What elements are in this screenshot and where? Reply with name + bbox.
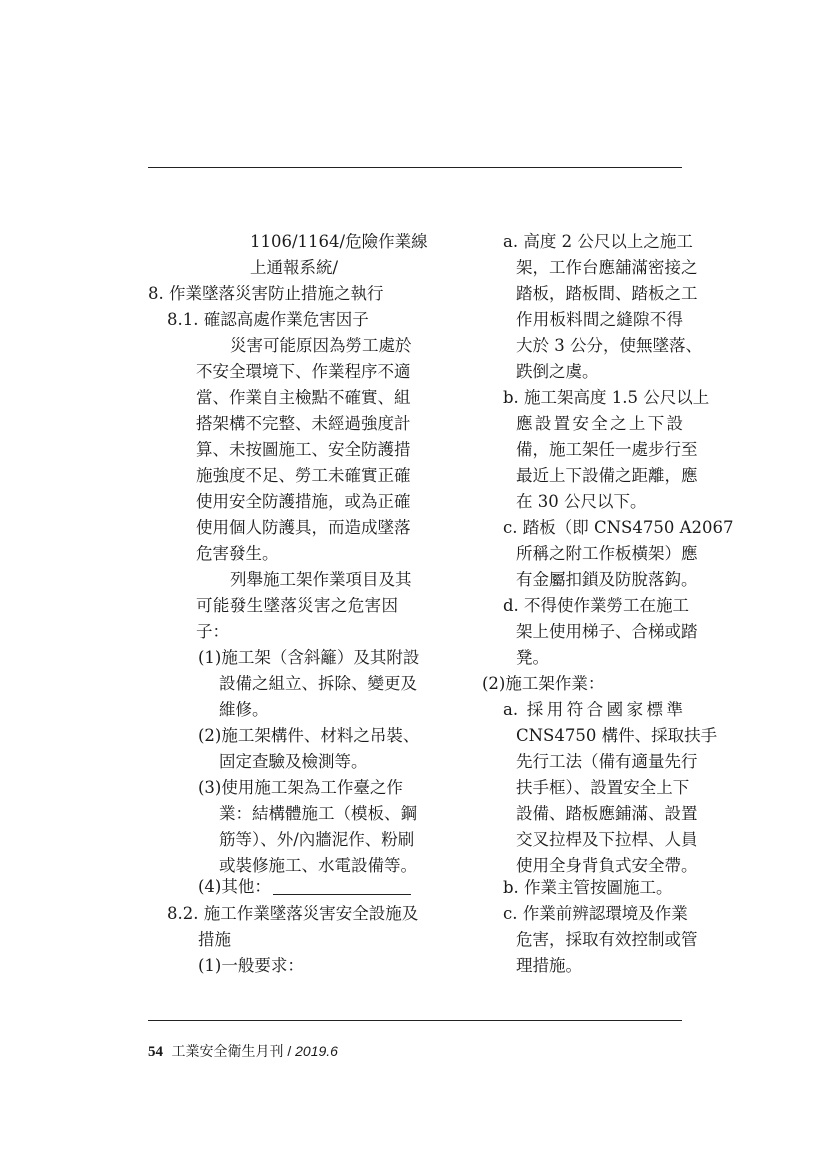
text-line: 在 30 公尺以下。 [516, 492, 647, 511]
text-line: 凳。 [516, 648, 549, 667]
text-line: 理措施。 [516, 956, 582, 975]
text-line: 有金屬扣鎖及防脫落鈎。 [516, 570, 698, 589]
text-line: 1106/1164/危險作業線 [250, 232, 428, 251]
text-line: 最近上下設備之距離，應 [516, 466, 698, 485]
list-item: c. 作業前辨認環境及作業 [503, 904, 688, 923]
text-line: 措施 [198, 930, 231, 949]
section-heading: 8. 作業墜落災害防止措施之執行 [148, 284, 384, 303]
text-line: 先行工法（備有適量先行 [516, 752, 698, 771]
text-line: 或裝修施工、水電設備等。 [219, 856, 417, 875]
text-line: 可能發生墜落災害之危害因 [196, 596, 398, 615]
text-line: 架，工作台應舖滿密接之 [516, 258, 698, 277]
text-line: 維修。 [219, 700, 269, 719]
text-line: 使用全身背負式安全帶。 [516, 856, 698, 875]
subsection-heading: 8.1. 確認高處作業危害因子 [167, 310, 369, 329]
text-line: 上通報系統/ [250, 258, 339, 277]
text-line: 應設置安全之上下設 [516, 414, 683, 433]
top-rule [148, 167, 682, 168]
magazine-title: 工業安全衛生月刊 [171, 1043, 284, 1059]
list-item: (2)施工架作業： [482, 674, 605, 693]
issue-date: 2019.6 [295, 1043, 338, 1059]
text-line: 大於 3 公分，使無墜落、 [516, 336, 702, 355]
subsection-heading: 8.2. 施工作業墜落災害安全設施及 [167, 904, 419, 923]
text-line: 跌倒之虞。 [516, 362, 599, 381]
text-line: 筋等）、外/內牆泥作、粉刷 [219, 830, 415, 849]
text-line: 扶手框）、設置安全上下 [516, 778, 690, 797]
list-item: (1)施工架（含斜籬）及其附設 [198, 648, 420, 667]
list-item-label: (4)其他： [198, 877, 271, 896]
text-line: 不安全環境下、作業程序不適 [196, 362, 411, 381]
list-item: (3)使用施工架為工作臺之作 [198, 778, 403, 797]
list-item: (2)施工架構件、材料之吊裝、 [198, 726, 420, 745]
text-line: 設備之組立、拆除、變更及 [219, 674, 417, 693]
list-item: b. 作業主管按圖施工。 [503, 878, 673, 897]
text-line: 設備、踏板應鋪滿、設置 [516, 804, 698, 823]
page-footer [148, 1041, 338, 1061]
text-line: 交叉拉桿及下拉桿、人員 [516, 830, 698, 849]
text-line: 列舉施工架作業項目及其 [230, 570, 412, 589]
text-line: 災害可能原因為勞工處於 [230, 336, 412, 355]
text-line: 使用個人防護具，而造成墜落 [196, 518, 411, 537]
text-line: 施強度不足、勞工未確實正確 [196, 466, 411, 485]
text-line: 當、作業自主檢點不確實、組 [196, 388, 411, 407]
footer-separator: / [283, 1043, 296, 1059]
list-item: d. 不得使作業勞工在施工 [503, 596, 690, 615]
text-line: 業：結構體施工（模板、鋼 [219, 804, 417, 823]
text-line: 子： [196, 622, 229, 641]
text-line: 搭架構不完整、未經過強度計 [196, 414, 411, 433]
list-item: (1)一般要求： [198, 956, 304, 975]
text-line: 備，施工架任一處步行至 [516, 440, 698, 459]
text-line: 算、未按圖施工、安全防護措 [196, 440, 411, 459]
list-item: a. 高度 2 公尺以上之施工 [503, 232, 693, 251]
list-item: b. 施工架高度 1.5 公尺以上 [503, 388, 710, 407]
text-line: 作用板料間之縫隙不得 [516, 310, 683, 329]
text-line: 危害發生。 [196, 544, 279, 563]
bottom-rule [148, 1020, 682, 1021]
list-item: c. 踏板（即 CNS4750 A2067 [503, 518, 734, 537]
text-line: 踏板，踏板間、踏板之工 [516, 284, 698, 303]
text-line: 使用安全防護措施，或為正確 [196, 492, 411, 511]
text-line: 架上使用梯子、合梯或踏 [516, 622, 698, 641]
text-line: 危害，採取有效控制或管 [516, 930, 698, 949]
text-line: CNS4750 構件、採取扶手 [516, 726, 718, 745]
text-line: 固定查驗及檢測等。 [219, 752, 368, 771]
list-item [198, 874, 411, 900]
list-item: a. 採用符合國家標準 [503, 700, 683, 719]
page-number: 54 [148, 1044, 163, 1060]
fill-in-blank-line [273, 876, 411, 895]
text-line: 所稱之附工作板橫架）應 [516, 544, 698, 563]
